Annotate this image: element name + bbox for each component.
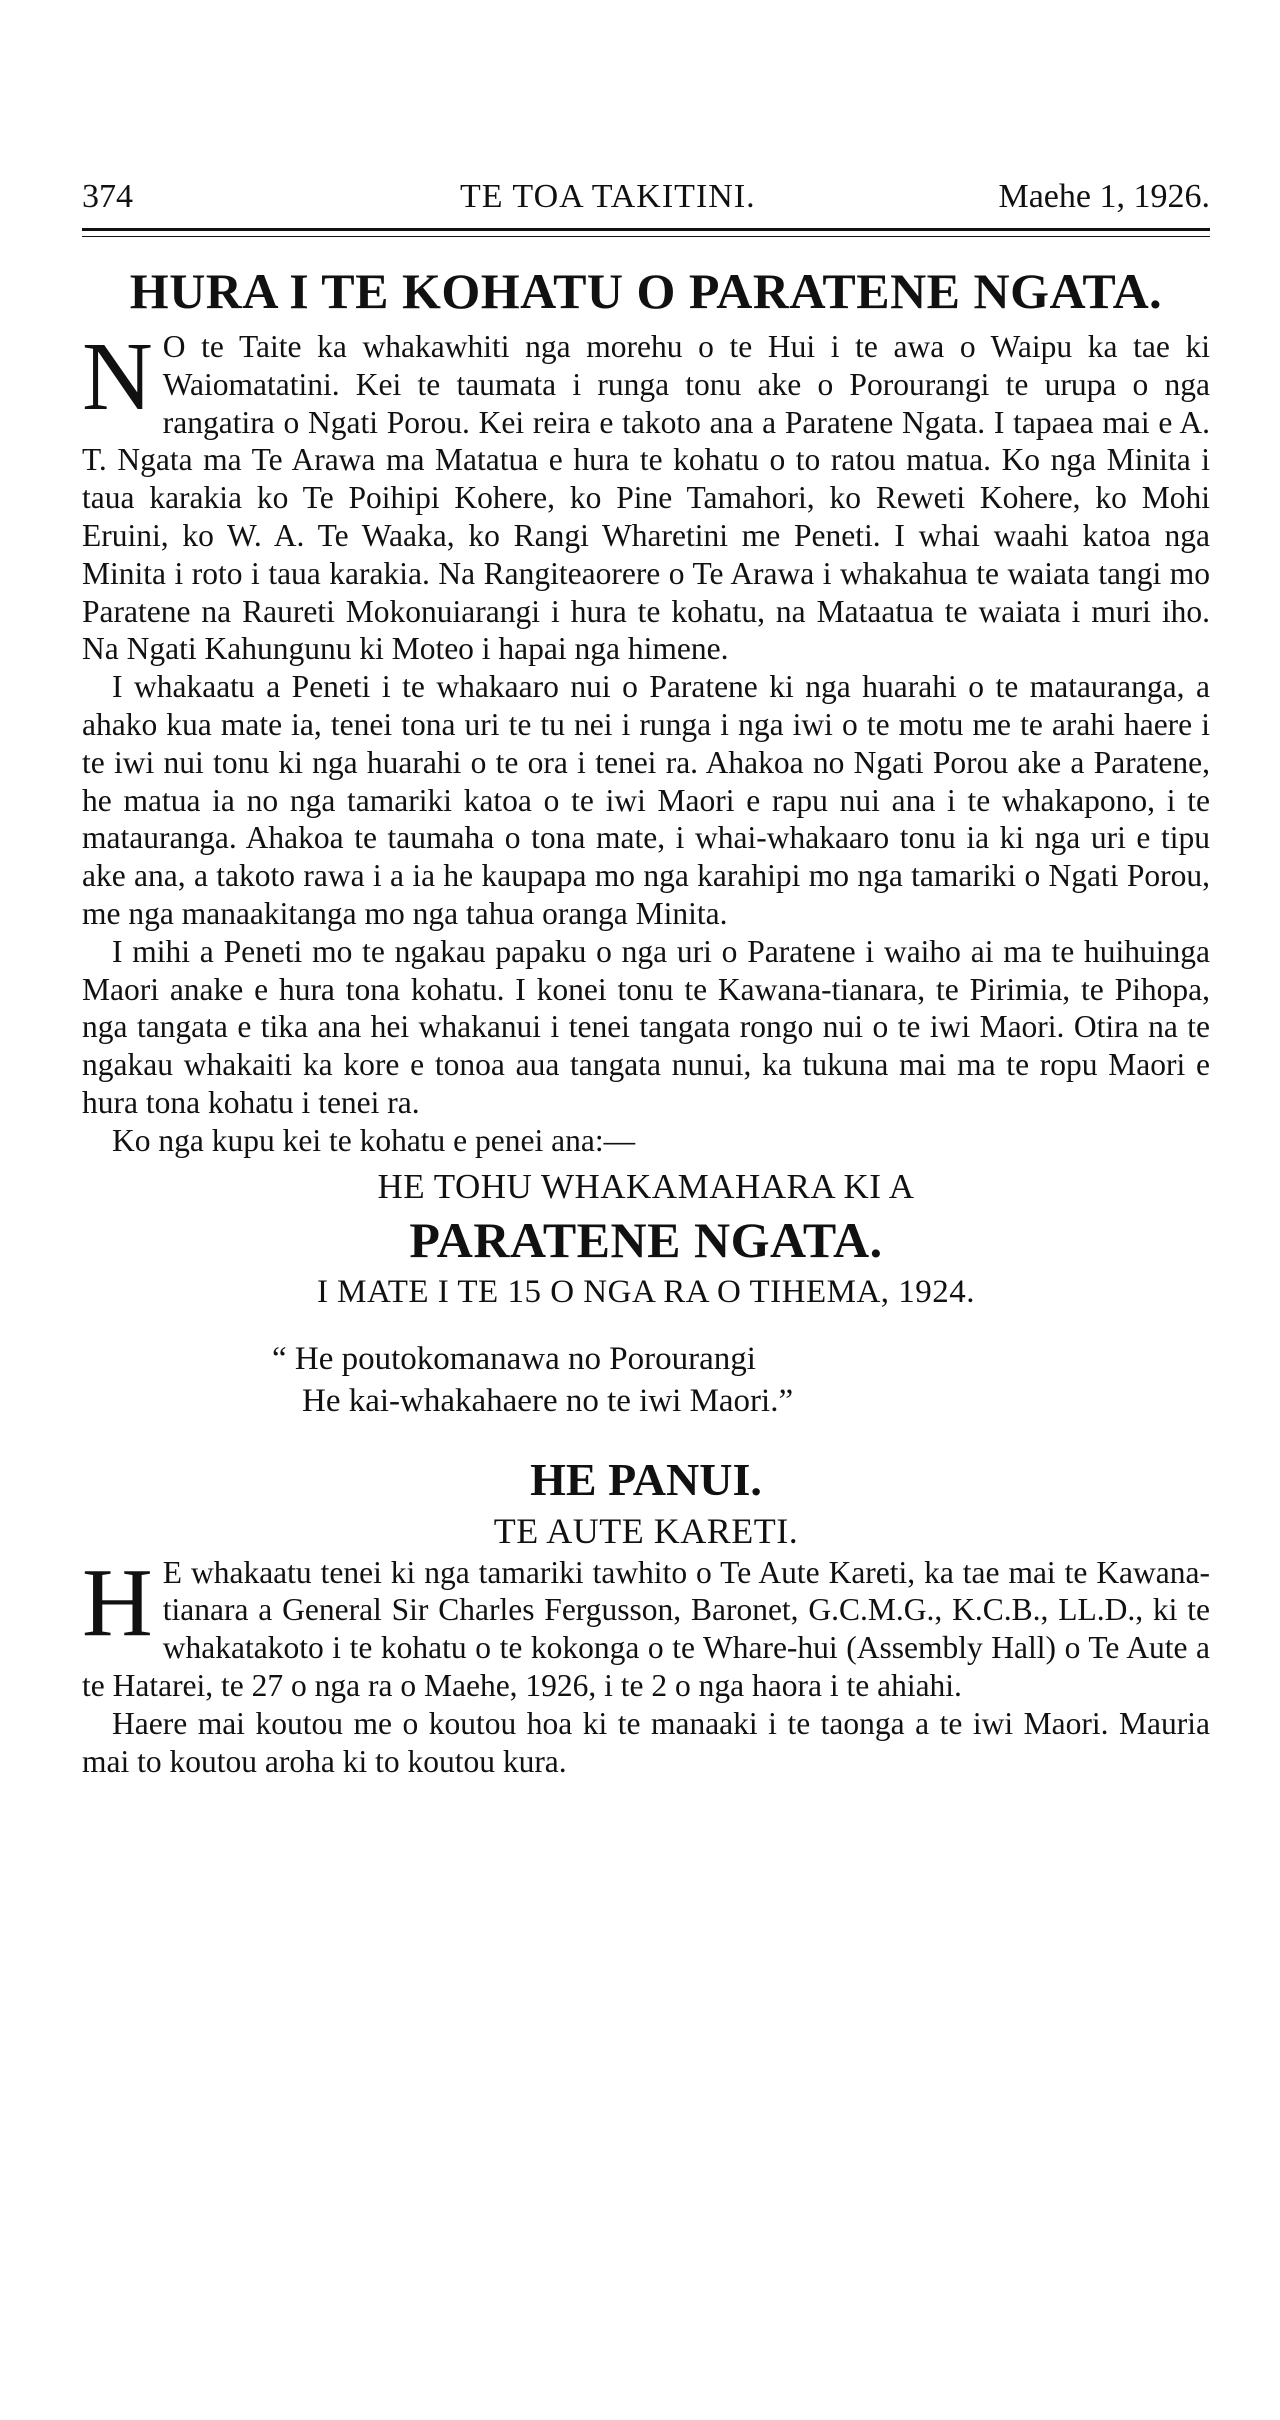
page-number: 374 bbox=[82, 178, 133, 215]
quote-line-2: He kai-whakahaere no te iwi Maori.” bbox=[302, 1382, 794, 1419]
notice-subtitle: TE AUTE KARETI. bbox=[493, 1510, 799, 1551]
notice-paragraph-2: Haere mai koutou me o koutou hoa ki te manaaki i te taonga a te iwi Maori. Mauria mai to koutou aroha ki to koutou kura. bbox=[82, 1705, 1210, 1779]
memorial-quote bbox=[272, 1338, 1210, 1422]
drop-cap-h: H bbox=[82, 1548, 153, 1657]
article-paragraph-1 bbox=[82, 323, 1210, 668]
header-rule-thick bbox=[82, 228, 1210, 231]
header-rule-thin bbox=[82, 236, 1210, 237]
article-paragraph-3: I mihi a Peneti mo te ngakau papaku o nga uri o Paratene i waiho ai ma te huihuinga Maori anake e hura tona kohatu. I konei tonu te Kawana-tianara, te Pirimia, te Pihopa, nga tangata e tika ana hei whakanui i tenei tangata rongo nui o te iwi Maori. Otira na te ngakau whakaiti ka kore e tonoa aua tangata nunui, ka tukuna mai ma te ropu Maori e hura tona kohatu i tenei ra. bbox=[82, 933, 1210, 1120]
memorial-heading: HE TOHU WHAKAMAHARA KI A bbox=[377, 1166, 915, 1206]
memorial-name: PARATENE NGATA. bbox=[409, 1211, 883, 1268]
article-paragraph-4: Ko nga kupu kei te kohatu e penei ana:— bbox=[112, 1122, 636, 1158]
page-header bbox=[82, 178, 1210, 228]
notice-paragraph-1 bbox=[82, 1548, 1210, 1705]
article-paragraph-1-text: O te Taite ka whakawhiti nga morehu o te Hui i te awa o Waipu ka tae ki Waiomatatini. Kei te taumata i runga tonu ake o Porourangi te urupa o nga rangatira o Ngati Porou. Kei reira e takoto ana a Paratene Ngata. I tapaea mai e A. T. Ngata ma Te Arawa ma Matatua e hura te kohatu o to ratou matua. Ko nga Minita i taua karakia ko Te Poihipi Kohere, ko Pine Tamahori, ko Reweti Kohere, ko Mohi Eruini, ko W. A. Te Waaka, ko Rangi Wharetini me Peneti. I whai waahi katoa nga Minita i roto i taua karakia. Na Rangiteaorere o Te Arawa i whakahua te waiata tangi mo Paratene na Raureti Mokonuiarangi i hura te kohatu, na Mataatua te waiata i muri iho. Na Ngati Kahungunu ki Moteo i hapai nga himene. bbox=[82, 329, 1210, 667]
publication-title: TE TOA TAKITINI. bbox=[460, 178, 756, 215]
article-paragraph-2: I whakaatu a Peneti i te whakaaro nui o Paratene ki nga huarahi o te matauranga, a ahako kua mate ia, tenei tona uri te tu nei i runga i nga iwi o te motu me te arahi haere i te iwi nui tonu ki nga huarahi o te ora i tenei ra. Ahakoa no Ngati Porou ake a Paratene, he matua ia no nga tamariki katoa o te iwi Maori e rapu nui ana i te whakapono, i te matauranga. Ahakoa te taumaha o tona mate, i whai-whakaaro tonu ia ki nga uri e tipu ake ana, a takoto rawa i a ia he kaupapa mo nga karahipi mo nga tamariki o Ngati Porou, me nga manaakitanga mo nga tahua oranga Minita. bbox=[82, 669, 1210, 931]
article-headline: HURA I TE KOHATU O PARATENE NGATA. bbox=[129, 263, 1163, 319]
notice-title: HE PANUI. bbox=[530, 1453, 762, 1505]
memorial-death-date: I MATE I TE 15 O NGA RA O TIHEMA, 1924. bbox=[316, 1273, 976, 1310]
issue-date: Maehe 1, 1926. bbox=[998, 178, 1210, 215]
page-content bbox=[82, 262, 1210, 1780]
notice-paragraph-1-text: E whakaatu tenei ki nga tamariki tawhito o Te Aute Kareti, ka tae mai te Kawana-tianara a General Sir Charles Fergusson, Baronet, G.C.M.G., K.C.B., LL.D., ki te whakatakoto i te kohatu o te kokonga o te Whare-hui (Assembly Hall) o Te Aute a te Hatarei, te 27 o nga ra o Maehe, 1926, i te 2 o nga haora i te ahiahi. bbox=[82, 1554, 1210, 1703]
drop-cap-n: N bbox=[82, 323, 153, 431]
quote-line-1: “ He poutokomanawa no Porourangi bbox=[272, 1340, 756, 1377]
